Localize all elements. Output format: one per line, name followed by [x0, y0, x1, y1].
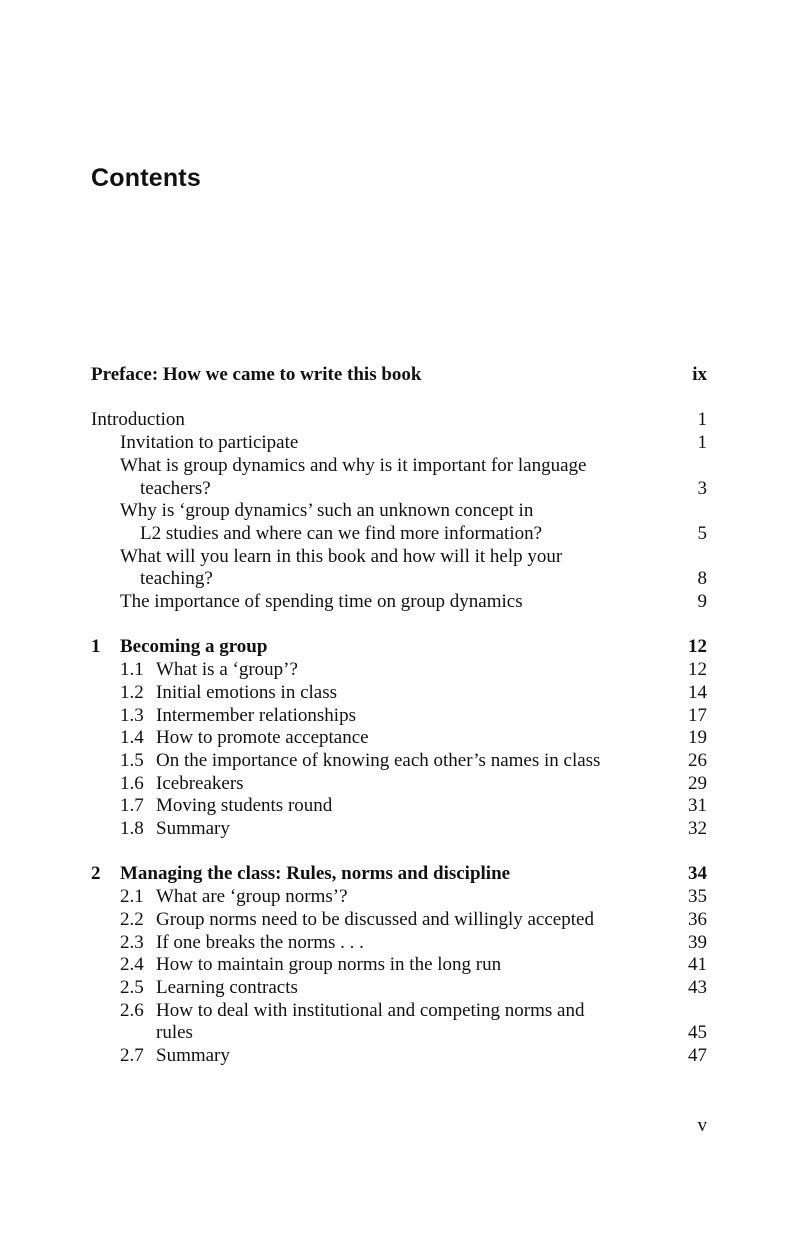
toc-page-number: 26	[688, 749, 707, 771]
toc-page-number: 1	[697, 409, 707, 431]
section-title: Summary	[156, 818, 230, 840]
toc-entry-introduction[interactable]	[91, 409, 707, 432]
toc-page-number: 41	[688, 954, 707, 976]
section-title: What is a ‘group’?	[156, 659, 298, 681]
toc-page-number: 36	[688, 908, 707, 930]
toc-page-number: 8	[697, 568, 707, 590]
section-title: Group norms need to be discussed and willingly accepted	[156, 908, 594, 930]
section-number: 1.5	[120, 749, 144, 771]
section-title: What are ‘group norms’?	[156, 886, 348, 908]
section-number: 1.6	[120, 772, 144, 794]
section-title: Initial emotions in class	[156, 681, 338, 703]
toc-page-number: 35	[688, 886, 707, 908]
toc-entry-section[interactable]	[91, 727, 707, 750]
toc-page-number: 47	[688, 1045, 707, 1067]
toc-chapter-2	[91, 863, 707, 1067]
toc-entry-section[interactable]	[91, 773, 707, 796]
toc-entry-intro-item[interactable]	[91, 455, 707, 500]
section-number: 2.7	[120, 1045, 144, 1067]
toc-page-number: 45	[688, 1022, 707, 1044]
toc-entry-label: What is group dynamics and why is it important for language	[120, 454, 587, 476]
toc-entry-section[interactable]	[91, 886, 707, 909]
toc-page-number: 17	[688, 704, 707, 726]
section-number: 2.1	[120, 886, 144, 908]
toc-chapter-heading[interactable]	[91, 636, 707, 659]
section-number: 1.7	[120, 795, 144, 817]
toc-entry-section[interactable]	[91, 659, 707, 682]
toc-entry-section[interactable]	[91, 932, 707, 955]
toc-entry-intro-item[interactable]	[91, 432, 707, 455]
toc-entry-label: Introduction	[91, 409, 185, 431]
section-number: 1.1	[120, 659, 144, 681]
toc-page-number: 14	[688, 681, 707, 703]
section-title: How to promote acceptance	[156, 727, 369, 749]
toc-entry-label: Invitation to participate	[120, 432, 299, 454]
toc-entry-preface[interactable]	[91, 364, 707, 387]
toc-page-number: 1	[697, 432, 707, 454]
toc-entry-label: Preface: How we came to write this book	[91, 364, 422, 385]
toc-entry-label-continued: teachers?	[140, 477, 211, 499]
section-title: Learning contracts	[156, 976, 298, 998]
toc-chapter-heading[interactable]	[91, 863, 707, 886]
toc-entry-section[interactable]	[91, 1045, 707, 1068]
toc-page-number: 34	[688, 863, 707, 885]
chapter-title: Becoming a group	[120, 636, 268, 658]
section-number: 1.2	[120, 681, 144, 703]
section-number: 2.5	[120, 976, 144, 998]
toc-page-number: ix	[692, 364, 707, 385]
toc-entry-section[interactable]	[91, 795, 707, 818]
section-number: 1.4	[120, 727, 144, 749]
table-of-contents	[91, 364, 707, 1068]
toc-entry-intro-item[interactable]	[91, 591, 707, 614]
toc-entry-section[interactable]	[91, 977, 707, 1000]
section-number: 2.6	[120, 999, 144, 1021]
toc-page-number: 29	[688, 772, 707, 794]
toc-page-number: 43	[688, 976, 707, 998]
toc-page-number: 5	[697, 522, 707, 544]
toc-page-number: 39	[688, 931, 707, 953]
toc-page-number: 9	[697, 591, 707, 613]
toc-entry-section[interactable]	[91, 750, 707, 773]
section-title: On the importance of knowing each other’s names in class	[156, 749, 601, 771]
section-title-continued: rules	[156, 1022, 193, 1044]
section-number: 2.3	[120, 931, 144, 953]
toc-page-number: 31	[688, 795, 707, 817]
toc-entry-label: Why is ‘group dynamics’ such an unknown concept in	[120, 500, 534, 522]
toc-chapter-1	[91, 636, 707, 840]
section-title: Intermember relationships	[156, 704, 356, 726]
toc-entry-label-continued: L2 studies and where can we find more information?	[140, 522, 543, 544]
toc-entry-intro-item[interactable]	[91, 500, 707, 545]
toc-entry-section[interactable]	[91, 954, 707, 977]
toc-entry-label: The importance of spending time on group dynamics	[120, 591, 523, 613]
page-title: Contents	[91, 164, 201, 192]
toc-entry-section[interactable]	[91, 1000, 707, 1045]
toc-entry-section[interactable]	[91, 705, 707, 728]
section-title: Moving students round	[156, 795, 333, 817]
section-title: If one breaks the norms . . .	[156, 931, 364, 953]
section-title: How to maintain group norms in the long run	[156, 954, 502, 976]
chapter-number: 1	[91, 636, 101, 658]
chapter-number: 2	[91, 863, 101, 885]
section-title: How to deal with institutional and competing norms and	[156, 999, 585, 1021]
toc-page-number: 12	[688, 659, 707, 681]
section-number: 1.3	[120, 704, 144, 726]
toc-entry-section[interactable]	[91, 909, 707, 932]
section-number: 2.2	[120, 908, 144, 930]
toc-page-number: 12	[688, 636, 707, 658]
section-number: 1.8	[120, 818, 144, 840]
toc-page-number: 3	[697, 477, 707, 499]
toc-entry-label: What will you learn in this book and how will it help your	[120, 545, 563, 567]
toc-page-number: 32	[688, 818, 707, 840]
toc-page-number: 19	[688, 727, 707, 749]
page-folio: v	[697, 1115, 707, 1136]
toc-entry-intro-item[interactable]	[91, 546, 707, 591]
section-title: Icebreakers	[156, 772, 244, 794]
toc-entry-section[interactable]	[91, 682, 707, 705]
toc-entry-section[interactable]	[91, 818, 707, 841]
section-title: Summary	[156, 1045, 230, 1067]
toc-entry-label-continued: teaching?	[140, 568, 213, 590]
section-number: 2.4	[120, 954, 144, 976]
chapter-title: Managing the class: Rules, norms and discipline	[120, 863, 511, 885]
toc-section-introduction	[91, 409, 707, 613]
